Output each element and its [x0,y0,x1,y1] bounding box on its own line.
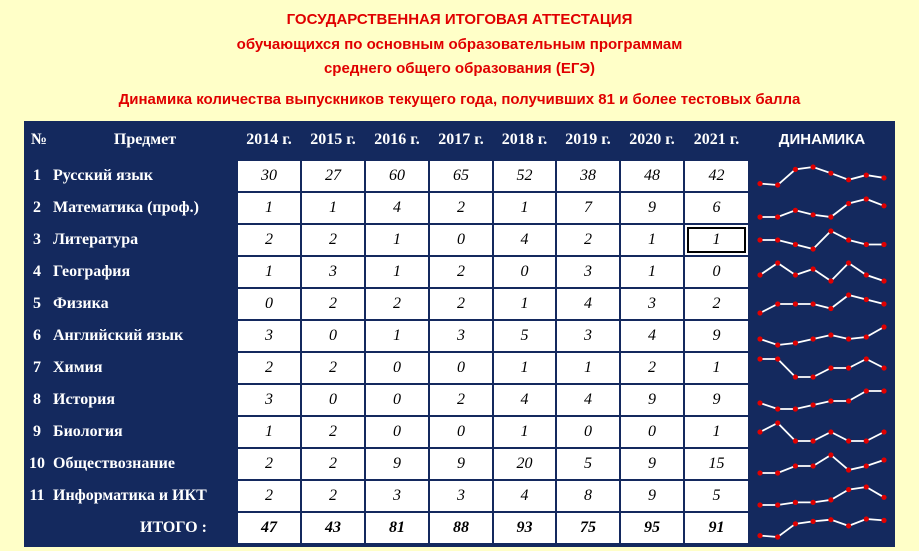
sparkline-point [775,214,780,219]
sparkline-point [828,228,833,233]
value-cell: 2 [302,289,364,319]
row-number: 1 [33,167,41,184]
value-cell: 1 [621,257,683,287]
sparkline-point [811,438,816,443]
sparkline-point [881,429,886,434]
value-cell: 15 [685,449,748,479]
sparkline-point [775,534,780,539]
row-number: 6 [33,327,41,344]
value-cell: 3 [557,257,619,287]
value-cell: 0 [366,385,428,415]
value-cell: 3 [302,257,364,287]
value-cell: 2 [302,225,364,255]
sparkline-line [760,263,884,281]
sparkline-point [811,374,816,379]
sparkline-point [846,365,851,370]
value-cell: 3 [366,481,428,511]
total-cell: 47 [238,513,300,543]
sparkline-point [828,497,833,502]
sparkline-point [793,340,798,345]
row-number: 7 [33,359,41,376]
dynamics-sparkline [752,417,892,447]
sparkline-point [775,301,780,306]
year-header: 2021 г. [693,131,740,148]
sparkline-point [793,521,798,526]
value-cell: 0 [557,417,619,447]
subject-name: Химия [53,359,103,376]
subject-name: Английский язык [53,327,184,344]
value-cell: 3 [238,385,300,415]
value-cell: 2 [302,417,364,447]
sparkline-point [793,208,798,213]
value-cell: 8 [557,481,619,511]
value-cell: 2 [238,481,300,511]
value-cell: 0 [494,257,555,287]
dynamics-sparkline [752,481,892,511]
total-cell: 93 [494,513,555,543]
total-cell: 81 [366,513,428,543]
value-cell: 4 [557,289,619,319]
sparkline-point [757,181,762,186]
value-cell: 9 [430,449,492,479]
sparkline-point [757,237,762,242]
total-cell: 91 [685,513,748,543]
value-cell: 2 [238,353,300,383]
sparkline-point [881,175,886,180]
subject-name: Математика (проф.) [53,199,199,216]
value-cell: 0 [302,385,364,415]
sparkline-point [793,463,798,468]
sparkline-point [828,278,833,283]
value-cell: 3 [621,289,683,319]
year-header: 2016 г. [374,131,420,148]
sparkline-point [881,301,886,306]
value-cell: 4 [366,193,428,223]
subject-name: Литература [53,231,139,248]
dynamics-sparkline [752,385,892,415]
total-cell: 88 [430,513,492,543]
value-cell: 1 [494,193,555,223]
sparkline-point [828,171,833,176]
value-cell: 2 [621,353,683,383]
sparkline-point [881,203,886,208]
dynamics-sparkline [752,161,892,191]
sparkline-point [793,242,798,247]
sparkline-point [864,334,869,339]
sparkline-point [793,301,798,306]
value-cell: 0 [621,417,683,447]
sparkline-point [775,356,780,361]
value-cell: 4 [494,481,555,511]
title-line-1: ГОСУДАРСТВЕННАЯ ИТОГОВАЯ АТТЕСТАЦИЯ [286,11,633,28]
value-cell: 0 [366,417,428,447]
total-cell: 95 [621,513,683,543]
sparkline-line [760,423,884,441]
row-number: 2 [33,199,41,216]
value-cell: 3 [557,321,619,351]
subject-name: Обществознание [53,455,175,472]
value-cell: 52 [494,161,555,191]
value-cell: 4 [494,225,555,255]
sparkline-point [828,429,833,434]
sparkline-point [846,177,851,182]
table-subtitle: Динамика количества выпускников текущего года, получивших 81 и более тестовых балла [118,91,801,108]
value-cell: 3 [238,321,300,351]
sparkline-point [757,214,762,219]
sparkline-point [846,438,851,443]
sparkline-point [775,342,780,347]
value-cell: 1 [238,417,300,447]
sparkline-point [793,167,798,172]
value-cell: 1 [366,257,428,287]
value-cell: 9 [366,449,428,479]
sparkline-point [811,164,816,169]
sparkline-point [846,336,851,341]
value-cell: 4 [621,321,683,351]
value-cell: 9 [685,321,748,351]
sparkline-point [864,196,869,201]
sparkline-point [846,523,851,528]
value-cell: 6 [685,193,748,223]
sparkline-point [881,278,886,283]
value-cell: 2 [685,289,748,319]
value-cell: 1 [302,193,364,223]
dynamics-sparkline [752,449,892,479]
value-cell: 1 [494,417,555,447]
subject-name: Физика [53,295,109,312]
dynamics-sparkline [752,225,892,255]
value-cell: 2 [302,449,364,479]
subject-name: Биология [53,423,123,440]
dynamics-sparkline [752,353,892,383]
sparkline-point [828,365,833,370]
dynamics-sparkline [752,321,892,351]
sparkline-point [793,438,798,443]
sparkline-point [846,260,851,265]
value-cell: 1 [621,225,683,255]
row-number: 5 [33,295,41,312]
sparkline-point [846,237,851,242]
value-cell: 2 [238,449,300,479]
sparkline-point [775,502,780,507]
value-cell: 0 [366,353,428,383]
value-cell: 1 [685,353,748,383]
sparkline-point [846,398,851,403]
sparkline-point [775,182,780,187]
sparkline-point [864,516,869,521]
sparkline-point [811,402,816,407]
sparkline-point [793,272,798,277]
row-number: 4 [33,263,41,280]
sparkline-point [864,242,869,247]
sparkline-point [828,306,833,311]
value-cell: 5 [494,321,555,351]
total-cell: 75 [557,513,619,543]
year-header: 2019 г. [565,131,611,148]
row-number: 8 [33,391,41,408]
sparkline-point [828,214,833,219]
sparkline-point [864,297,869,302]
value-cell[interactable]: 1 [685,225,748,255]
sparkline-point [757,429,762,434]
sparkline-point [811,500,816,505]
sparkline-point [757,400,762,405]
sparkline-line [760,391,884,409]
sparkline-point [757,533,762,538]
sparkline-line [760,359,884,377]
value-cell: 4 [494,385,555,415]
value-cell: 60 [366,161,428,191]
value-cell: 2 [302,481,364,511]
subject-name: География [53,263,131,280]
sparkline-point [757,272,762,277]
sparkline-point [811,463,816,468]
year-header: 2015 г. [310,131,356,148]
value-cell: 9 [621,385,683,415]
value-cell: 2 [430,289,492,319]
value-cell: 27 [302,161,364,191]
sparkline-point [757,336,762,341]
sparkline-line [760,487,884,505]
value-cell: 9 [621,449,683,479]
value-cell: 5 [685,481,748,511]
sparkline-point [864,388,869,393]
row-number: 3 [33,231,41,248]
row-number: 11 [29,487,45,504]
sparkline-point [793,500,798,505]
value-cell: 48 [621,161,683,191]
year-header: 2017 г. [438,131,484,148]
sparkline-point [775,237,780,242]
value-cell: 9 [621,481,683,511]
year-header: 2018 г. [501,131,548,148]
value-cell: 4 [557,385,619,415]
value-cell: 42 [685,161,748,191]
row-number: 10 [29,455,45,472]
subject-name: История [53,391,115,408]
value-cell: 1 [238,193,300,223]
num-header: № [30,131,48,148]
value-cell: 2 [557,225,619,255]
value-cell: 1 [494,289,555,319]
value-cell: 0 [430,353,492,383]
sparkline-point [846,292,851,297]
year-header: 2020 г. [629,131,675,148]
sparkline-point [811,246,816,251]
row-number: 9 [33,423,41,440]
value-cell: 0 [430,417,492,447]
value-cell: 9 [621,193,683,223]
sparkline-point [757,310,762,315]
sparkline-point [828,452,833,457]
value-cell: 3 [430,481,492,511]
subject-header: Предмет [113,131,177,148]
value-cell: 2 [430,385,492,415]
value-cell: 65 [430,161,492,191]
sparkline-point [864,438,869,443]
sparkline-point [864,173,869,178]
sparkline-point [881,495,886,500]
value-cell: 1 [366,321,428,351]
sparkline-point [881,365,886,370]
value-cell: 0 [238,289,300,319]
sparkline-point [775,260,780,265]
sparkline-point [757,470,762,475]
sparkline-point [757,502,762,507]
sparkline-point [775,420,780,425]
sparkline-point [864,463,869,468]
sparkline-point [846,201,851,206]
total-label: ИТОГО : [140,519,207,536]
sparkline-line [760,199,884,217]
sparkline-point [811,301,816,306]
value-cell: 2 [430,257,492,287]
total-cell: 43 [302,513,364,543]
value-cell: 1 [557,353,619,383]
value-cell: 1 [238,257,300,287]
sparkline-point [828,517,833,522]
dynamics-header: ДИНАМИКА [778,131,866,148]
value-cell: 20 [494,449,555,479]
sparkline-point [881,324,886,329]
sparkline-point [811,519,816,524]
sparkline-point [828,398,833,403]
dynamics-sparkline [752,257,892,287]
value-cell: 7 [557,193,619,223]
value-cell: 0 [685,257,748,287]
dynamics-sparkline [752,193,892,223]
title-line-3: среднего общего образования (ЕГЭ) [323,60,596,77]
sparkline-point [757,356,762,361]
value-cell: 3 [430,321,492,351]
sparkline-point [811,266,816,271]
value-cell: 1 [366,225,428,255]
dynamics-sparkline [752,513,892,543]
value-cell: 30 [238,161,300,191]
sparkline-point [864,272,869,277]
value-cell: 1 [494,353,555,383]
sparkline-point [811,336,816,341]
sparkline-point [881,518,886,523]
dynamics-sparkline [752,289,892,319]
sparkline-point [846,487,851,492]
year-header: 2014 г. [246,131,292,148]
value-cell: 1 [685,417,748,447]
value-cell: 38 [557,161,619,191]
value-cell: 0 [302,321,364,351]
sparkline-point [881,242,886,247]
value-cell: 9 [685,385,748,415]
sparkline-point [775,470,780,475]
subject-name: Русский язык [53,167,153,184]
value-cell: 0 [430,225,492,255]
title-line-2: обучающихся по основным образовательным программам [236,36,683,53]
sparkline-point [846,467,851,472]
sparkline-point [881,457,886,462]
sparkline-point [864,484,869,489]
value-cell: 2 [430,193,492,223]
value-cell: 2 [366,289,428,319]
sparkline-point [881,388,886,393]
value-cell: 5 [557,449,619,479]
value-cell: 2 [238,225,300,255]
sparkline-point [864,356,869,361]
sparkline-point [775,406,780,411]
sparkline-point [828,332,833,337]
sparkline-point [793,374,798,379]
sparkline-line [760,519,884,537]
sparkline-point [811,212,816,217]
value-cell: 2 [302,353,364,383]
subject-name: Информатика и ИКТ [53,487,207,504]
sparkline-point [793,406,798,411]
